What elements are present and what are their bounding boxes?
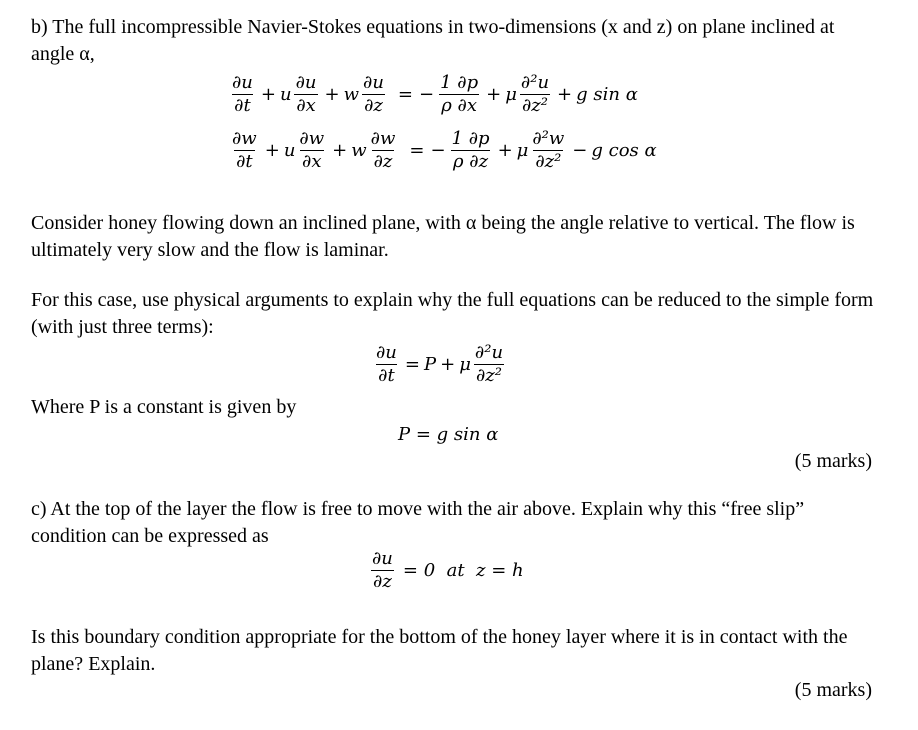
navier-stokes-x-equation: $\frac{\partial u}{\partial t}$ + u $\frac{\partial u}{\partial x}$ + w $\frac{\partial u}{\partial z}$ = − $\frac{1 \partial p}{\rho \partial x}$ + μ $\frac{\text{∂²u}}{\text{∂z²}}$ + g sin α <box>232 72 638 116</box>
frac-pressure-x: $\frac{1 \partial p}{\rho \partial x}$ <box>440 72 479 116</box>
bc-rhs: = 0 at z = h <box>402 559 524 581</box>
frac-reduced-du-dt: $\frac{\partial u}{\partial t}$ <box>376 342 397 386</box>
honey-context-text: Consider honey flowing down an inclined plane, with α being the angle relative to vertical. The flow is ultimately very slow and the flow is laminar. <box>31 212 855 261</box>
frac-dw-dx: $\frac{\partial w}{\partial x}$ <box>299 128 325 172</box>
frac-reduced-viscous: $\frac{\text{∂²u}}{\text{∂z²}}$ <box>474 342 504 386</box>
part-c-intro: c) At the top of the layer the flow is free to move with the air above. Explain why this “free slip” condition can be expressed as <box>31 498 805 547</box>
frac-pressure-z: $\frac{1 \partial p}{\rho \partial z}$ <box>451 128 490 172</box>
p-definition: P = g sin α <box>398 424 499 445</box>
navier-stokes-z-equation: $\frac{\partial w}{\partial t}$ + u $\frac{\partial w}{\partial x}$ + w $\frac{\partial w}{\partial z}$ = − $\frac{1 \partial p}{\rho \partial z}$ + μ $\frac{\text{∂²w}}{\text{∂z²}}$ − g cos α <box>232 128 657 172</box>
part-c-question: Is this boundary condition appropriate for the bottom of the honey layer where it is in contact with the plane? Explain. <box>31 626 848 675</box>
frac-du-dt: $\frac{\partial u}{\partial t}$ <box>232 72 253 116</box>
part-b-marks: (5 marks) <box>794 450 872 472</box>
gravity-term-x: g sin α <box>576 83 638 105</box>
frac-viscous-w: $\frac{\text{∂²w}}{\text{∂z²}}$ <box>532 128 565 172</box>
part-b-intro: b) The full incompressible Navier-Stokes equations in two-dimensions (x and z) on plane inclined at angle α, <box>31 16 835 65</box>
part-b-question: For this case, use physical arguments to explain why the full equations can be reduced to the simple form (with just three terms): <box>31 289 874 338</box>
frac-dw-dz: $\frac{\partial w}{\partial z}$ <box>370 128 396 172</box>
frac-du-dz-bc: $\frac{\partial u}{\partial z}$ <box>372 548 393 592</box>
gravity-term-z: g cos α <box>591 139 657 161</box>
frac-du-dx: $\frac{\partial u}{\partial x}$ <box>295 72 317 116</box>
where-p-text: Where P is a constant is given by <box>31 396 297 418</box>
frac-dw-dt: $\frac{\partial w}{\partial t}$ <box>232 128 257 172</box>
part-c-marks: (5 marks) <box>794 679 872 701</box>
reduced-equation: $\frac{\partial u}{\partial t}$ = P + μ $\frac{\text{∂²u}}{\text{∂z²}}$ <box>376 342 504 386</box>
frac-viscous-u: $\frac{\text{∂²u}}{\text{∂z²}}$ <box>520 72 550 116</box>
frac-du-dz: $\frac{\partial u}{\partial z}$ <box>363 72 384 116</box>
free-slip-condition <box>368 550 524 591</box>
